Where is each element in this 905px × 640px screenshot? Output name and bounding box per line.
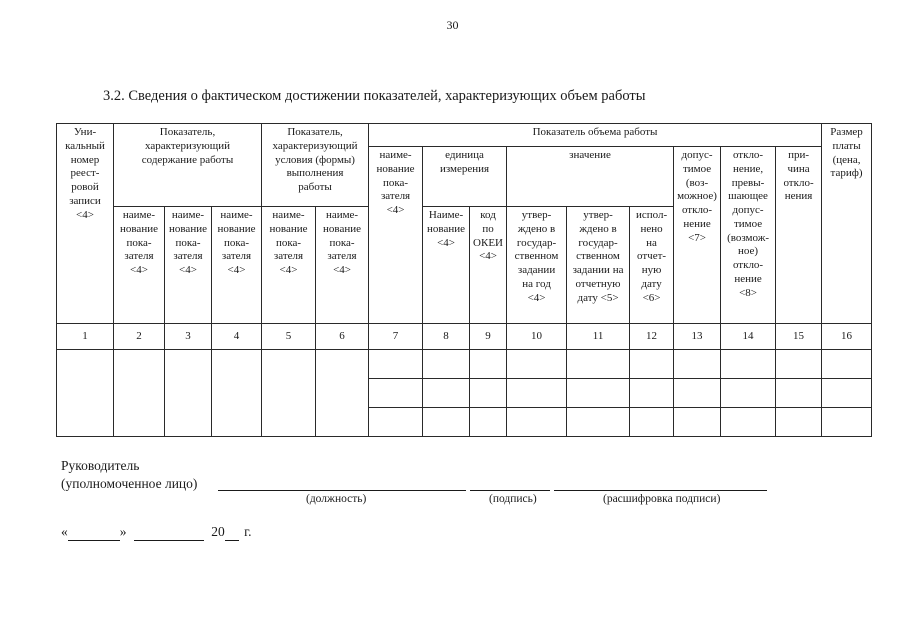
- column-number: 1: [57, 324, 114, 350]
- column-number: 12: [630, 324, 674, 350]
- header-unique-number: Уни- кальный номер реест- ровой записи <4>: [57, 124, 114, 324]
- data-cell[interactable]: [316, 350, 369, 437]
- column-number: 6: [316, 324, 369, 350]
- data-cell[interactable]: [567, 350, 630, 379]
- data-cell[interactable]: [674, 379, 721, 408]
- data-cell[interactable]: [369, 408, 423, 437]
- date-line: [61, 524, 252, 541]
- column-number: 3: [165, 324, 212, 350]
- data-cell[interactable]: [470, 408, 507, 437]
- close-quote: »: [119, 524, 127, 539]
- data-cell[interactable]: [776, 408, 822, 437]
- caption-position: (должность): [306, 493, 367, 505]
- header-content-indicator: Показатель, характеризующий содержание работы: [114, 124, 262, 207]
- year-prefix: 20: [211, 524, 225, 539]
- header-allowed-deviation: допус- тимое (воз- можное) откло- нение <7>: [674, 147, 721, 324]
- data-cell[interactable]: [212, 350, 262, 437]
- signature-line[interactable]: [470, 490, 550, 491]
- sub-header-content-name-3: наиме- нование пока- зателя <4>: [212, 207, 262, 324]
- header-volume-indicator: Показатель объема работы: [369, 124, 822, 147]
- year-suffix: г.: [244, 524, 252, 539]
- caption-signature-decoding: (расшифровка подписи): [603, 493, 721, 505]
- data-cell[interactable]: [822, 350, 872, 379]
- sub-header-approved-year: утвер- ждено в государ- ственном задании на год <4>: [507, 207, 567, 324]
- open-quote: «: [61, 524, 68, 539]
- data-cell[interactable]: [470, 379, 507, 408]
- column-number: 10: [507, 324, 567, 350]
- data-cell[interactable]: [721, 350, 776, 379]
- data-cell[interactable]: [423, 379, 470, 408]
- sub-header-content-name-1: наиме- нование пока- зателя <4>: [114, 207, 165, 324]
- data-cell[interactable]: [114, 350, 165, 437]
- header-value: значение: [507, 147, 674, 207]
- caption-signature: (подпись): [489, 493, 537, 505]
- column-number: 13: [674, 324, 721, 350]
- data-cell[interactable]: [165, 350, 212, 437]
- data-cell[interactable]: [567, 408, 630, 437]
- data-cell-unique-number[interactable]: [57, 350, 114, 437]
- year-blank[interactable]: [225, 524, 239, 541]
- data-cell[interactable]: [674, 408, 721, 437]
- authorized-person-label: (уполномоченное лицо): [61, 476, 198, 491]
- column-number: 4: [212, 324, 262, 350]
- header-payment: Размер платы (цена, тариф): [822, 124, 872, 324]
- data-cell[interactable]: [423, 350, 470, 379]
- sub-header-okei-code: код по ОКЕИ <4>: [470, 207, 507, 324]
- data-cell[interactable]: [630, 350, 674, 379]
- header-conditions-indicator: Показатель, характеризующий условия (формы) выполнения работы: [262, 124, 369, 207]
- column-number: 5: [262, 324, 316, 350]
- data-cell[interactable]: [822, 379, 872, 408]
- column-number: 9: [470, 324, 507, 350]
- data-cell[interactable]: [721, 408, 776, 437]
- data-cell[interactable]: [262, 350, 316, 437]
- header-deviation-reason: при- чина откло- нения: [776, 147, 822, 324]
- column-number-row: [57, 324, 872, 350]
- signature-decoding-line[interactable]: [554, 490, 767, 491]
- data-cell[interactable]: [470, 350, 507, 379]
- sub-header-approved-date: утвер- ждено в государ- ственном задании на отчетную дату <5>: [567, 207, 630, 324]
- section-title: 3.2. Сведения о фактическом достижении показателей, характеризующих объем работы: [103, 88, 646, 104]
- sub-header-unit-name: Наиме- нование <4>: [423, 207, 470, 324]
- sub-header-conditions-name-2: наиме- нование пока- зателя <4>: [316, 207, 369, 324]
- data-row: [57, 350, 872, 379]
- sub-header-conditions-name-1: наиме- нование пока- зателя <4>: [262, 207, 316, 324]
- data-cell[interactable]: [721, 379, 776, 408]
- column-number: 2: [114, 324, 165, 350]
- header-exceeding-deviation: откло- нение, превы- шающее допус- тимое (возмож- ное) откло- нение <8>: [721, 147, 776, 324]
- data-cell[interactable]: [423, 408, 470, 437]
- position-line[interactable]: [218, 490, 466, 491]
- data-cell[interactable]: [630, 408, 674, 437]
- day-blank[interactable]: [68, 524, 120, 541]
- head-label: Руководитель: [61, 458, 140, 473]
- data-cell[interactable]: [776, 350, 822, 379]
- page-number: 30: [446, 18, 459, 32]
- sub-header-content-name-2: наиме- нование пока- зателя <4>: [165, 207, 212, 324]
- data-cell[interactable]: [567, 379, 630, 408]
- data-cell[interactable]: [369, 350, 423, 379]
- data-cell[interactable]: [776, 379, 822, 408]
- column-number: 7: [369, 324, 423, 350]
- header-indicator-name: наиме- нование пока- зателя <4>: [369, 147, 423, 324]
- month-blank[interactable]: [134, 524, 204, 541]
- header-unit: единица измерения: [423, 147, 507, 207]
- data-cell[interactable]: [674, 350, 721, 379]
- data-cell[interactable]: [507, 379, 567, 408]
- column-number: 15: [776, 324, 822, 350]
- data-cell[interactable]: [369, 379, 423, 408]
- data-cell[interactable]: [507, 350, 567, 379]
- data-cell[interactable]: [630, 379, 674, 408]
- data-cell[interactable]: [822, 408, 872, 437]
- column-number: 11: [567, 324, 630, 350]
- column-number: 14: [721, 324, 776, 350]
- column-number: 8: [423, 324, 470, 350]
- volume-indicators-table: [56, 123, 872, 437]
- sub-header-executed: испол- нено на отчет- ную дату <6>: [630, 207, 674, 324]
- data-cell[interactable]: [507, 408, 567, 437]
- column-number: 16: [822, 324, 872, 350]
